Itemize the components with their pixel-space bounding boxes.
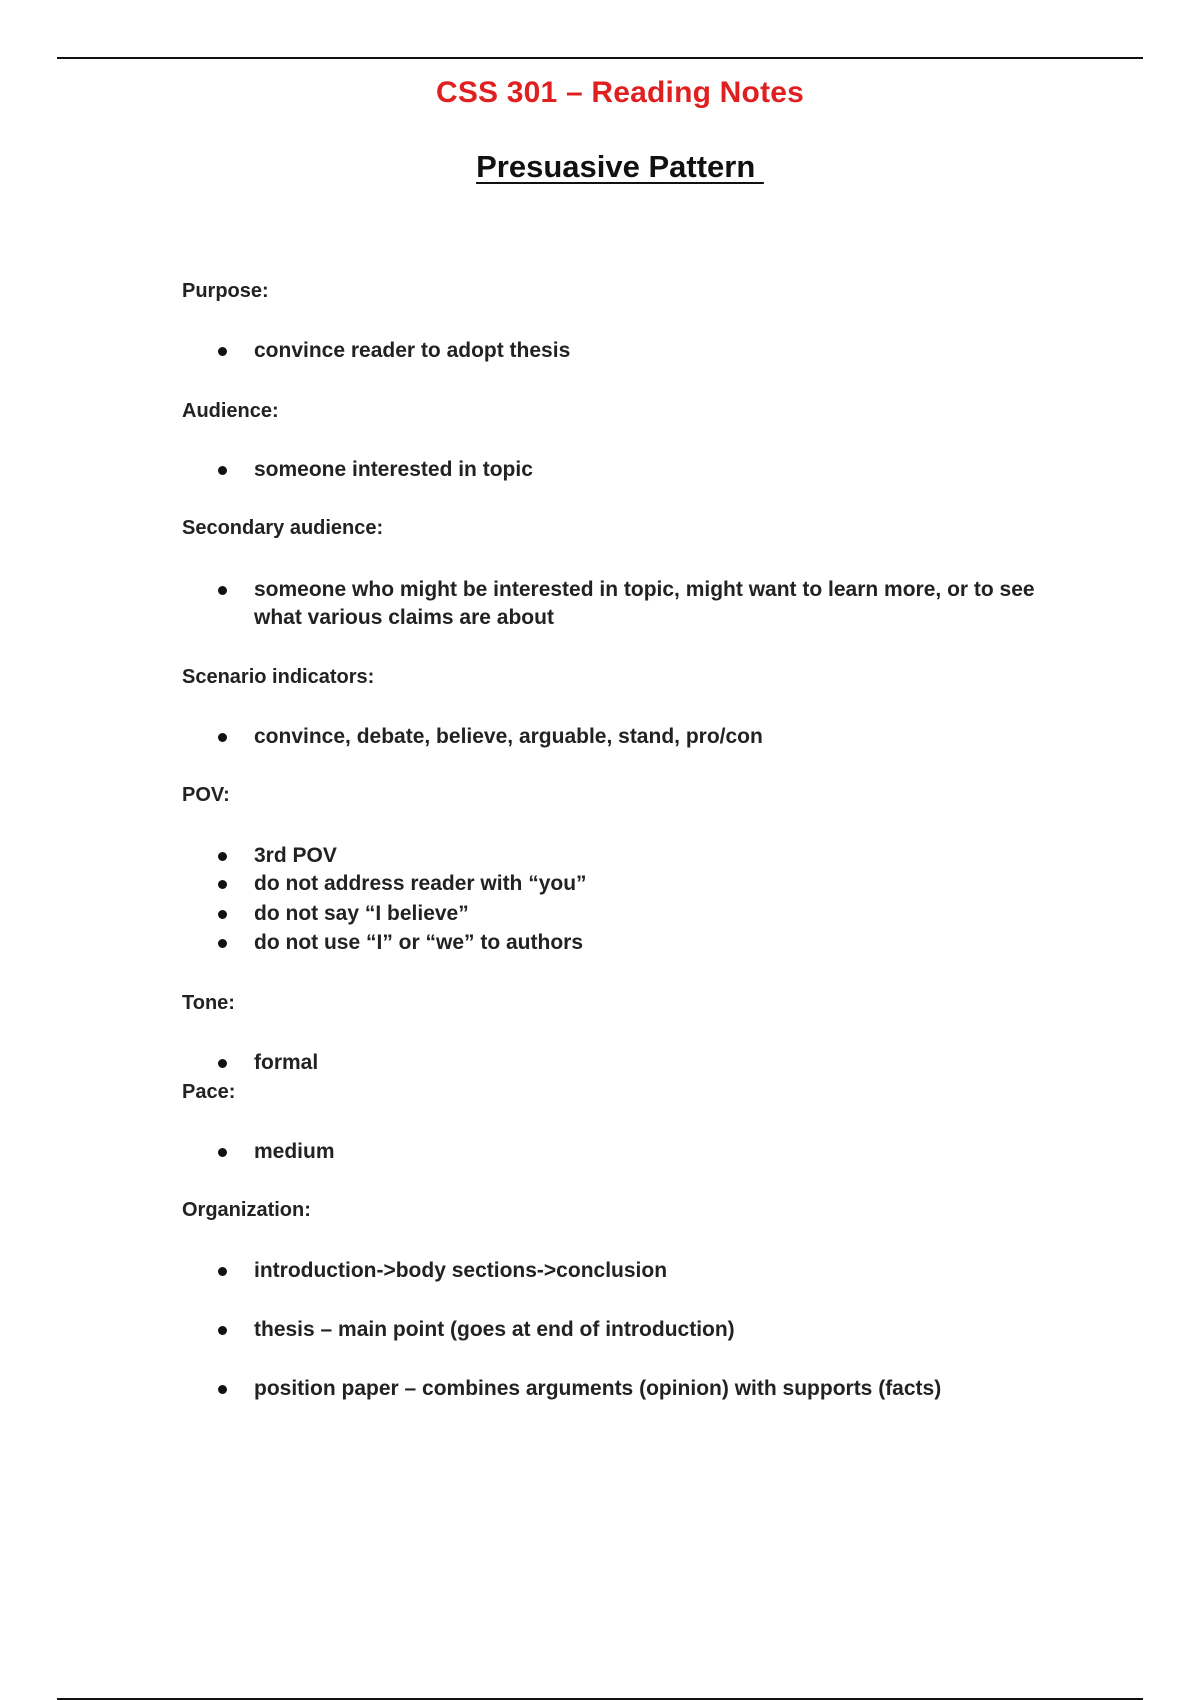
bullet-icon: [218, 880, 227, 889]
bullet-text: medium: [254, 1140, 335, 1163]
bullet-text: 3rd POV: [254, 844, 337, 867]
bullet-text: do not address reader with “you”: [254, 872, 587, 895]
bullet-item: [254, 870, 1074, 898]
bullet-item: [254, 576, 1074, 632]
bullet-text: do not say “I believe”: [254, 902, 469, 925]
bullet-text: formal: [254, 1051, 319, 1074]
section-heading-pov: POV:: [182, 784, 230, 806]
bullet-icon: [218, 1385, 227, 1394]
bullet-icon: [218, 733, 227, 742]
section-heading-pace: Pace:: [182, 1081, 236, 1103]
bullet-text: thesis – main point (goes at end of introduction): [254, 1318, 735, 1341]
bullet-item: [254, 1316, 1074, 1344]
bullet-icon: [218, 347, 227, 356]
bullet-icon: [218, 1267, 227, 1276]
bullet-text: introduction->body sections->conclusion: [254, 1259, 668, 1282]
section-heading-audience: Audience:: [182, 400, 279, 422]
bullet-icon: [218, 910, 227, 919]
section-heading-scenario-indicators: Scenario indicators:: [182, 666, 375, 688]
bullet-text: someone interested in topic: [254, 458, 533, 481]
bullet-text: position paper – combines arguments (opinion) with supports (facts): [254, 1377, 942, 1400]
bullet-item: [254, 1138, 1074, 1166]
bullet-icon: [218, 852, 227, 861]
section-heading-tone: Tone:: [182, 992, 235, 1014]
bullet-text: convince, debate, believe, arguable, stand, pro/con: [254, 725, 763, 748]
bullet-item: [254, 929, 1074, 957]
bullet-item: [254, 456, 1074, 484]
section-heading-secondary-audience: Secondary audience:: [182, 517, 384, 539]
bullet-text: someone who might be interested in topic, might want to learn more, or to see what various claims are about: [254, 578, 1035, 629]
bullet-text: do not use “I” or “we” to authors: [254, 931, 584, 954]
bullet-item: [254, 723, 1074, 751]
bullet-text: convince reader to adopt thesis: [254, 339, 571, 362]
bullet-item: [254, 1257, 1074, 1285]
section-heading-purpose: Purpose:: [182, 280, 269, 302]
bullet-icon: [218, 1148, 227, 1157]
bullet-item: [254, 1049, 1074, 1077]
bullet-icon: [218, 466, 227, 475]
document-subtitle: [0, 149, 1200, 185]
bullet-item: [254, 900, 1074, 928]
header-rule: [57, 57, 1143, 59]
bullet-icon: [218, 586, 227, 595]
subtitle-text: Presuasive Pattern: [476, 149, 764, 184]
bullet-icon: [218, 1326, 227, 1335]
section-heading-organization: Organization:: [182, 1199, 311, 1221]
bullet-item: [254, 1375, 1074, 1403]
bullet-icon: [218, 939, 227, 948]
document-title: CSS 301 – Reading Notes: [435, 76, 805, 109]
bullet-icon: [218, 1059, 227, 1068]
bullet-item: [254, 842, 1074, 870]
bullet-item: [254, 337, 1074, 365]
